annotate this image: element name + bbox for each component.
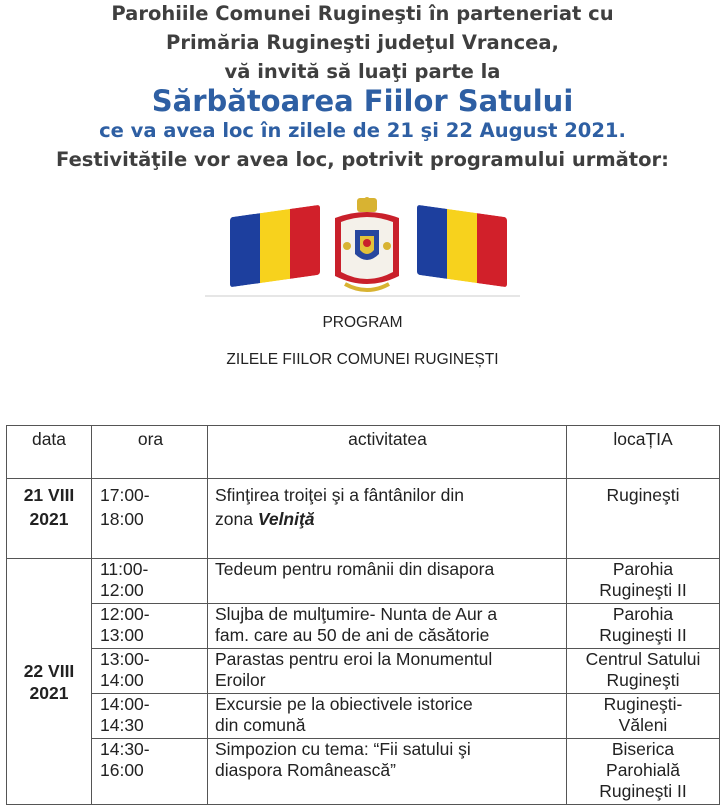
- header-line-5: Festivităţile vor avea loc, potrivit programului următor:: [56, 148, 669, 171]
- activity-line: Slujba de mulţumire- Nunta de Aur a: [215, 604, 498, 624]
- column-header-activity: activitatea: [208, 426, 567, 479]
- location-cell: Rugineşti: [567, 479, 720, 559]
- time-end: 14:30: [100, 715, 144, 735]
- activity-line: Tedeum pentru românii din disapora: [215, 559, 495, 579]
- activity-cell: [208, 604, 567, 649]
- location-cell: [567, 649, 720, 694]
- activity-cell: [208, 649, 567, 694]
- emblem-banner: [205, 193, 520, 303]
- activity-cell: [208, 694, 567, 739]
- emblem-baseline: [205, 295, 520, 297]
- activity-cell: [208, 739, 567, 805]
- invitation-header: [0, 0, 725, 174]
- location-line: Parohia: [612, 604, 674, 624]
- location-line: Parohia: [612, 559, 674, 579]
- activity-cell: [208, 559, 567, 604]
- activity-line: fam. care au 50 de ani de căsătorie: [215, 625, 490, 645]
- table-header-row: [7, 426, 720, 479]
- activity-line: din comună: [215, 715, 306, 735]
- time-end: 12:00: [100, 580, 144, 600]
- location-line: Văleni: [618, 715, 668, 735]
- time-start: 14:00-: [100, 694, 150, 714]
- activity-line: Simpozion cu tema: “Fii satului şi: [215, 739, 471, 759]
- location-line: Rugineşti II: [599, 625, 687, 645]
- location-cell: [567, 604, 720, 649]
- time-cell: [92, 694, 208, 739]
- date-cell: [7, 479, 92, 559]
- date-day: 21 VIII: [23, 485, 75, 505]
- table-row: [7, 479, 720, 559]
- activity-line: Sfinţirea troiţei şi a fântânilor din: [215, 485, 465, 505]
- activity-line: Eroilor: [215, 670, 266, 690]
- activity-line: [215, 507, 560, 531]
- activity-cell: [208, 479, 567, 559]
- location-cell: [567, 694, 720, 739]
- time-cell: [92, 479, 208, 559]
- table-row: [7, 559, 720, 604]
- program-subtitle: ZILELE FIILOR COMUNEI RUGINEȘTI: [226, 351, 499, 368]
- activity-emphasis: Velniţă: [257, 509, 315, 529]
- location-line: Biserica: [611, 739, 675, 759]
- header-line-1: Parohiile Comunei Rugineşti în parteneriat cu: [111, 2, 614, 25]
- column-header-location: locaȚIA: [567, 426, 720, 479]
- romanian-flag-icon: [417, 205, 507, 288]
- table-row: [7, 604, 720, 649]
- activity-line: Parastas pentru eroi la Monumentul: [215, 649, 493, 669]
- activity-line: diaspora Românească”: [215, 760, 396, 780]
- header-line-2: Primăria Rugineşti judeţul Vrancea,: [166, 31, 559, 54]
- table-row: [7, 694, 720, 739]
- location-line: Rugineşti II: [599, 580, 687, 600]
- date-day: 22 VIII: [23, 660, 75, 681]
- column-header-time: ora: [92, 426, 208, 479]
- event-title: Sărbătoarea Fiilor Satului: [151, 84, 574, 118]
- time-start: 13:00-: [100, 649, 150, 669]
- activity-text: zona: [215, 509, 258, 529]
- location-cell: [567, 739, 720, 805]
- location-line: Rugineşti II: [599, 781, 687, 801]
- time-start: 14:30-: [100, 739, 150, 759]
- date-year: 2021: [29, 682, 69, 703]
- time-cell: [92, 604, 208, 649]
- time-end: 16:00: [100, 760, 144, 780]
- program-title: PROGRAM: [322, 314, 403, 331]
- location-line: Centrul Satului: [585, 649, 701, 669]
- table-row: [7, 649, 720, 694]
- date-year: 2021: [29, 509, 69, 529]
- location-cell: [567, 559, 720, 604]
- coat-of-arms-icon: [327, 196, 407, 296]
- program-table: [6, 425, 720, 805]
- header-line-3: vă invită să luaţi parte la: [224, 60, 501, 83]
- location-line: Rugineşti: [606, 670, 680, 690]
- location-line: Rugineşti-: [603, 694, 683, 714]
- table-row: [7, 739, 720, 805]
- romanian-flag-icon: [230, 205, 320, 288]
- time-cell: [92, 739, 208, 805]
- time-end: 14:00: [100, 670, 144, 690]
- time-cell: [92, 649, 208, 694]
- time-cell: [92, 559, 208, 604]
- time-start: 17:00-: [100, 485, 150, 505]
- event-dates: ce va avea loc în zilele de 21 şi 22 August 2021.: [99, 119, 626, 142]
- time-end: 13:00: [100, 625, 144, 645]
- column-header-date: data: [7, 426, 92, 479]
- time-start: 11:00-: [100, 559, 149, 579]
- time-end: 18:00: [100, 509, 144, 529]
- location-line: Parohială: [606, 760, 680, 780]
- time-start: 12:00-: [100, 604, 150, 624]
- activity-line: Excursie pe la obiectivele istorice: [215, 694, 473, 714]
- date-cell: [7, 559, 92, 805]
